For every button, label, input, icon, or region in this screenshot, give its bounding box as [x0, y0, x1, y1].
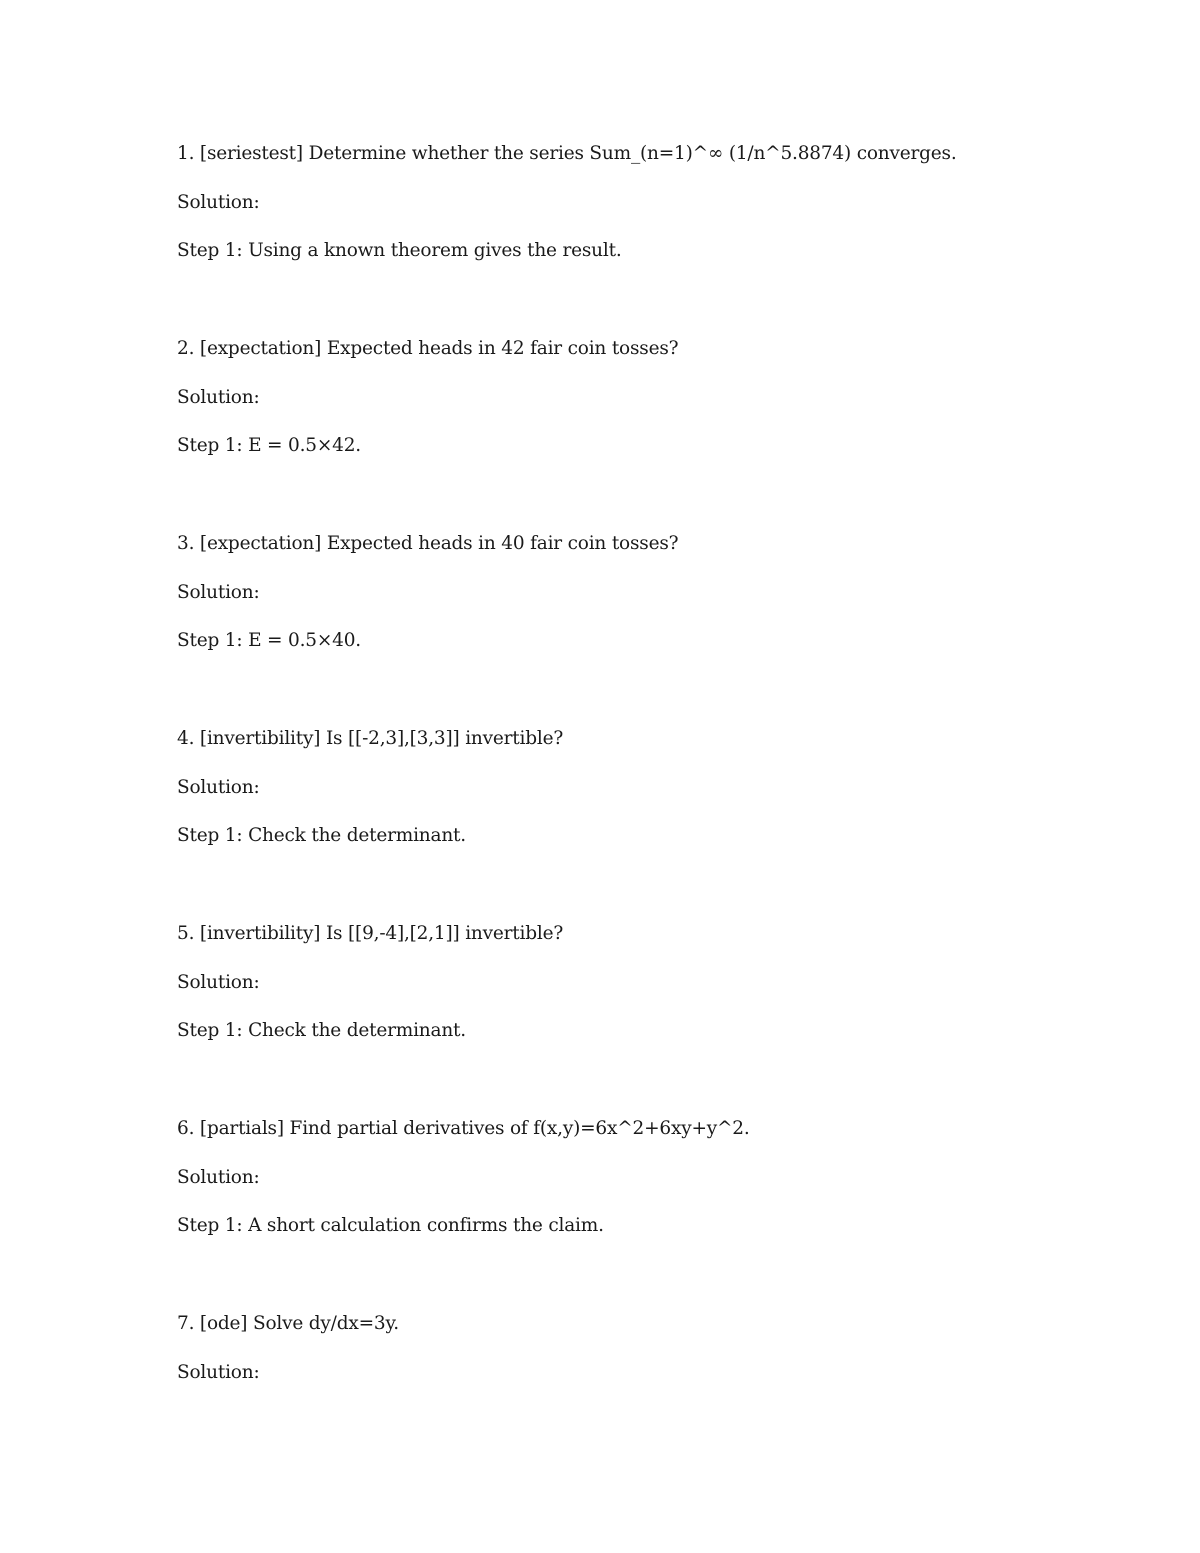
solution-label: Solution:: [177, 581, 260, 603]
problem-1: [177, 142, 1137, 337]
solution-step: Step 1: Using a known theorem gives the result.: [177, 240, 622, 261]
problem-4: [177, 727, 1137, 922]
solution-label: Solution:: [177, 776, 260, 798]
solution-step: Step 1: E = 0.5×42.: [177, 435, 361, 456]
problem-7: [177, 1312, 1137, 1507]
problem-question: 6. [partials] Find partial derivatives of f(x,y)=6x^2+6xy+y^2.: [177, 1118, 750, 1139]
solution-step: Step 1: A short calculation confirms the claim.: [177, 1215, 604, 1236]
problem-3: [177, 532, 1137, 727]
solution-label: Solution:: [177, 191, 260, 213]
problem-2: [177, 337, 1137, 532]
problem-question: 3. [expectation] Expected heads in 40 fair coin tosses?: [177, 533, 679, 554]
solution-step: Step 1: Check the determinant.: [177, 1020, 466, 1041]
solution-step: Step 1: E = 0.5×40.: [177, 630, 361, 651]
solution-step: Step 1: Check the determinant.: [177, 825, 466, 846]
problem-6: [177, 1117, 1137, 1312]
solution-label: Solution:: [177, 1361, 260, 1383]
solution-label: Solution:: [177, 971, 260, 993]
problem-5: [177, 922, 1137, 1117]
problem-question: 4. [invertibility] Is [[-2,3],[3,3]] invertible?: [177, 728, 564, 749]
solution-label: Solution:: [177, 386, 260, 408]
problem-question: 1. [seriestest] Determine whether the series Sum_(n=1)^∞ (1/n^5.8874) converges.: [177, 143, 957, 164]
problem-list: [177, 142, 1137, 1507]
problem-question: 5. [invertibility] Is [[9,-4],[2,1]] invertible?: [177, 923, 564, 944]
problem-question: 2. [expectation] Expected heads in 42 fair coin tosses?: [177, 338, 679, 359]
solution-label: Solution:: [177, 1166, 260, 1188]
problem-question: 7. [ode] Solve dy/dx=3y.: [177, 1313, 399, 1334]
